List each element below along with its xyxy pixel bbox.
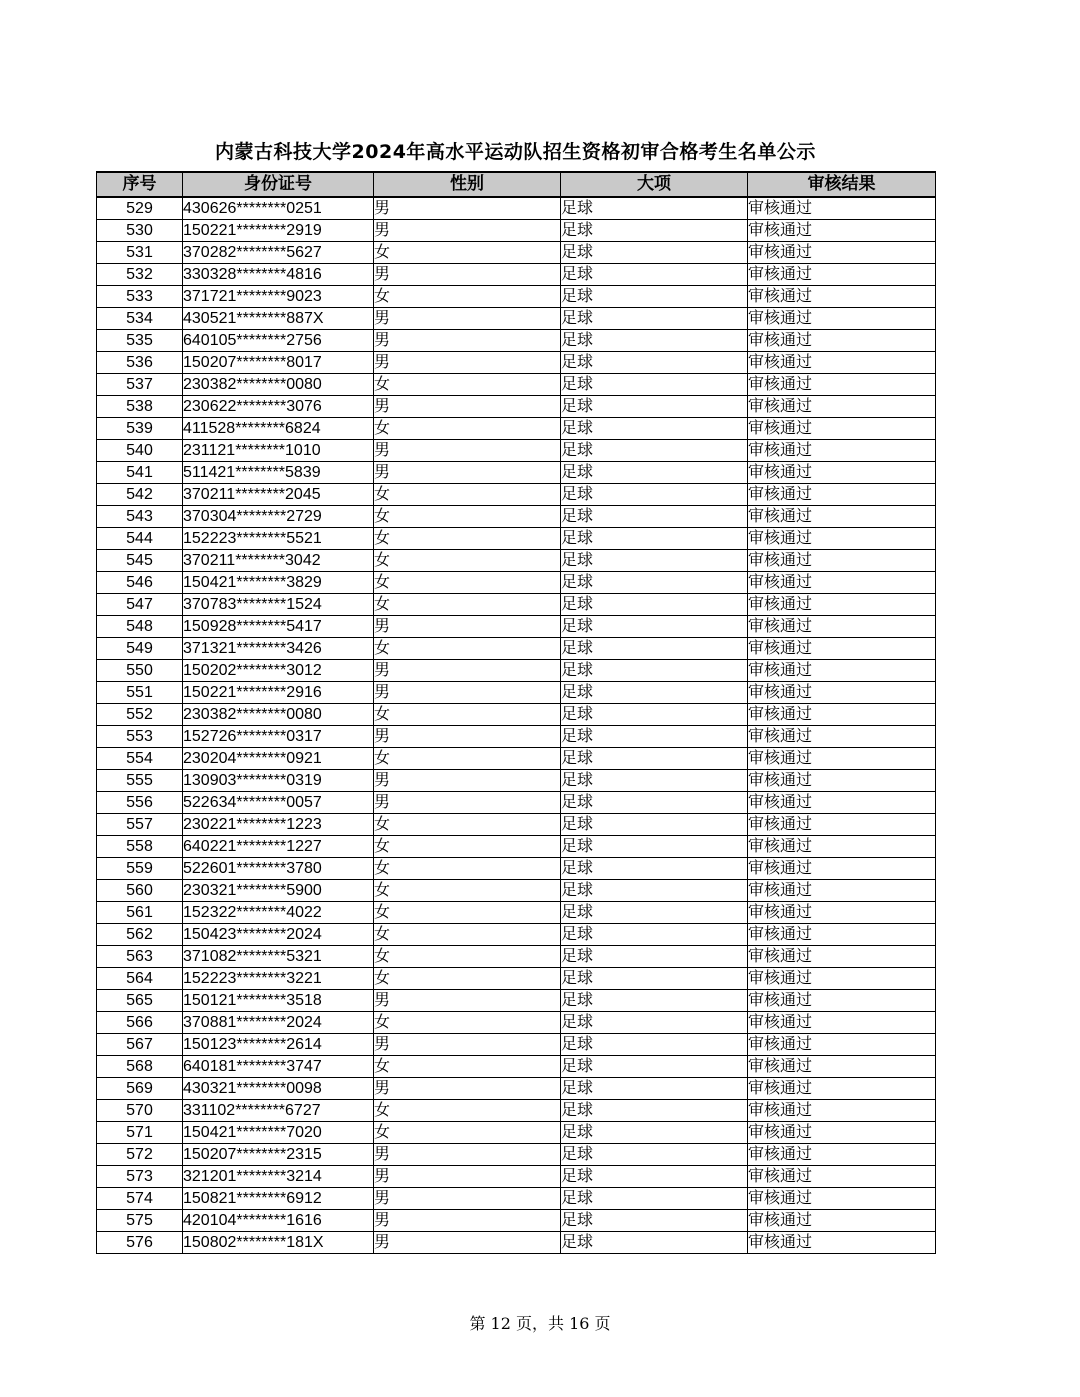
- sport-category-cell: 足球: [561, 638, 748, 660]
- serial-number-cell: 568: [97, 1056, 183, 1078]
- sport-category-cell: 足球: [561, 1210, 748, 1232]
- table-header: [97, 172, 936, 197]
- review-result-cell: 审核通过: [748, 1034, 936, 1056]
- id-number-cell: 640105********2756: [183, 330, 374, 352]
- review-result-cell: 审核通过: [748, 1188, 936, 1210]
- gender-cell: 男: [374, 1210, 561, 1232]
- table-row: [97, 506, 936, 528]
- gender-cell: 男: [374, 308, 561, 330]
- review-result-cell: 审核通过: [748, 1210, 936, 1232]
- gender-cell: 男: [374, 682, 561, 704]
- sport-category-cell: 足球: [561, 968, 748, 990]
- sport-category-cell: 足球: [561, 1034, 748, 1056]
- serial-number-cell: 565: [97, 990, 183, 1012]
- serial-number-cell: 569: [97, 1078, 183, 1100]
- id-number-cell: 511421********5839: [183, 462, 374, 484]
- header-sport-category: 大项: [561, 172, 748, 197]
- serial-number-cell: 537: [97, 374, 183, 396]
- sport-category-cell: 足球: [561, 528, 748, 550]
- serial-number-cell: 542: [97, 484, 183, 506]
- gender-cell: 女: [374, 506, 561, 528]
- table-body: [97, 197, 936, 1254]
- table-row: [97, 550, 936, 572]
- table-row: [97, 528, 936, 550]
- serial-number-cell: 545: [97, 550, 183, 572]
- sport-category-cell: 足球: [561, 374, 748, 396]
- review-result-cell: 审核通过: [748, 1122, 936, 1144]
- gender-cell: 男: [374, 990, 561, 1012]
- sport-category-cell: 足球: [561, 352, 748, 374]
- sport-category-cell: 足球: [561, 1144, 748, 1166]
- serial-number-cell: 557: [97, 814, 183, 836]
- review-result-cell: 审核通过: [748, 506, 936, 528]
- gender-cell: 女: [374, 1056, 561, 1078]
- review-result-cell: 审核通过: [748, 484, 936, 506]
- review-result-cell: 审核通过: [748, 197, 936, 220]
- id-number-cell: 231121********1010: [183, 440, 374, 462]
- gender-cell: 女: [374, 594, 561, 616]
- serial-number-cell: 550: [97, 660, 183, 682]
- sport-category-cell: 足球: [561, 242, 748, 264]
- table-row: [97, 440, 936, 462]
- table-row: [97, 748, 936, 770]
- id-number-cell: 150802********181X: [183, 1232, 374, 1254]
- id-number-cell: 150121********3518: [183, 990, 374, 1012]
- serial-number-cell: 566: [97, 1012, 183, 1034]
- id-number-cell: 371082********5321: [183, 946, 374, 968]
- serial-number-cell: 573: [97, 1166, 183, 1188]
- review-result-cell: 审核通过: [748, 1100, 936, 1122]
- table-row: [97, 1144, 936, 1166]
- serial-number-cell: 554: [97, 748, 183, 770]
- serial-number-cell: 558: [97, 836, 183, 858]
- gender-cell: 男: [374, 330, 561, 352]
- serial-number-cell: 575: [97, 1210, 183, 1232]
- table-row: [97, 902, 936, 924]
- review-result-cell: 审核通过: [748, 374, 936, 396]
- review-result-cell: 审核通过: [748, 1012, 936, 1034]
- review-result-cell: 审核通过: [748, 1078, 936, 1100]
- id-number-cell: 370211********2045: [183, 484, 374, 506]
- serial-number-cell: 549: [97, 638, 183, 660]
- id-number-cell: 150421********7020: [183, 1122, 374, 1144]
- table-row: [97, 880, 936, 902]
- review-result-cell: 审核通过: [748, 880, 936, 902]
- serial-number-cell: 552: [97, 704, 183, 726]
- table-row: [97, 1232, 936, 1254]
- sport-category-cell: 足球: [561, 440, 748, 462]
- sport-category-cell: 足球: [561, 572, 748, 594]
- gender-cell: 女: [374, 528, 561, 550]
- gender-cell: 男: [374, 396, 561, 418]
- review-result-cell: 审核通过: [748, 1166, 936, 1188]
- sport-category-cell: 足球: [561, 748, 748, 770]
- page-footer: 第 12 页，共 16 页: [469, 1314, 611, 1333]
- table-row: [97, 330, 936, 352]
- review-result-cell: 审核通过: [748, 836, 936, 858]
- serial-number-cell: 548: [97, 616, 183, 638]
- review-result-cell: 审核通过: [748, 990, 936, 1012]
- gender-cell: 女: [374, 748, 561, 770]
- id-number-cell: 230221********1223: [183, 814, 374, 836]
- gender-cell: 女: [374, 880, 561, 902]
- serial-number-cell: 543: [97, 506, 183, 528]
- id-number-cell: 150928********5417: [183, 616, 374, 638]
- sport-category-cell: 足球: [561, 418, 748, 440]
- review-result-cell: 审核通过: [748, 286, 936, 308]
- table-row: [97, 946, 936, 968]
- gender-cell: 男: [374, 462, 561, 484]
- candidate-table: [96, 171, 936, 1254]
- review-result-cell: 审核通过: [748, 572, 936, 594]
- id-number-cell: 640181********3747: [183, 1056, 374, 1078]
- header-review-result: 审核结果: [748, 172, 936, 197]
- serial-number-cell: 540: [97, 440, 183, 462]
- sport-category-cell: 足球: [561, 946, 748, 968]
- id-number-cell: 230204********0921: [183, 748, 374, 770]
- serial-number-cell: 530: [97, 220, 183, 242]
- gender-cell: 男: [374, 792, 561, 814]
- id-number-cell: 152726********0317: [183, 726, 374, 748]
- review-result-cell: 审核通过: [748, 660, 936, 682]
- table-row: [97, 1100, 936, 1122]
- sport-category-cell: 足球: [561, 924, 748, 946]
- serial-number-cell: 547: [97, 594, 183, 616]
- review-result-cell: 审核通过: [748, 242, 936, 264]
- sport-category-cell: 足球: [561, 1012, 748, 1034]
- gender-cell: 女: [374, 550, 561, 572]
- id-number-cell: 230622********3076: [183, 396, 374, 418]
- serial-number-cell: 529: [97, 197, 183, 220]
- id-number-cell: 411528********6824: [183, 418, 374, 440]
- gender-cell: 男: [374, 1034, 561, 1056]
- id-number-cell: 522634********0057: [183, 792, 374, 814]
- gender-cell: 男: [374, 770, 561, 792]
- id-number-cell: 150221********2919: [183, 220, 374, 242]
- gender-cell: 女: [374, 968, 561, 990]
- gender-cell: 男: [374, 1144, 561, 1166]
- id-number-cell: 152223********5521: [183, 528, 374, 550]
- sport-category-cell: 足球: [561, 1122, 748, 1144]
- gender-cell: 男: [374, 1078, 561, 1100]
- review-result-cell: 审核通过: [748, 1232, 936, 1254]
- review-result-cell: 审核通过: [748, 308, 936, 330]
- table-row: [97, 924, 936, 946]
- gender-cell: 男: [374, 264, 561, 286]
- table-row: [97, 220, 936, 242]
- id-number-cell: 371721********9023: [183, 286, 374, 308]
- serial-number-cell: 535: [97, 330, 183, 352]
- sport-category-cell: 足球: [561, 550, 748, 572]
- serial-number-cell: 561: [97, 902, 183, 924]
- review-result-cell: 审核通过: [748, 330, 936, 352]
- review-result-cell: 审核通过: [748, 264, 936, 286]
- sport-category-cell: 足球: [561, 726, 748, 748]
- sport-category-cell: 足球: [561, 1100, 748, 1122]
- id-number-cell: 230382********0080: [183, 704, 374, 726]
- table-row: [97, 1122, 936, 1144]
- sport-category-cell: 足球: [561, 484, 748, 506]
- table-row: [97, 858, 936, 880]
- sport-category-cell: 足球: [561, 396, 748, 418]
- id-number-cell: 370304********2729: [183, 506, 374, 528]
- sport-category-cell: 足球: [561, 286, 748, 308]
- table-row: [97, 990, 936, 1012]
- gender-cell: 女: [374, 814, 561, 836]
- review-result-cell: 审核通过: [748, 814, 936, 836]
- gender-cell: 女: [374, 638, 561, 660]
- gender-cell: 女: [374, 1100, 561, 1122]
- review-result-cell: 审核通过: [748, 924, 936, 946]
- id-number-cell: 150123********2614: [183, 1034, 374, 1056]
- table-row: [97, 286, 936, 308]
- id-number-cell: 230382********0080: [183, 374, 374, 396]
- gender-cell: 男: [374, 1188, 561, 1210]
- gender-cell: 女: [374, 572, 561, 594]
- serial-number-cell: 570: [97, 1100, 183, 1122]
- page-title: 内蒙古科技大学2024年高水平运动队招生资格初审合格考生名单公示: [215, 141, 816, 163]
- table-row: [97, 264, 936, 286]
- gender-cell: 女: [374, 1012, 561, 1034]
- table-row: [97, 1012, 936, 1034]
- id-number-cell: 330328********4816: [183, 264, 374, 286]
- gender-cell: 女: [374, 836, 561, 858]
- id-number-cell: 370282********5627: [183, 242, 374, 264]
- table-row: [97, 1078, 936, 1100]
- review-result-cell: 审核通过: [748, 682, 936, 704]
- sport-category-cell: 足球: [561, 1078, 748, 1100]
- serial-number-cell: 553: [97, 726, 183, 748]
- id-number-cell: 150207********8017: [183, 352, 374, 374]
- table-row: [97, 1210, 936, 1232]
- table-row: [97, 374, 936, 396]
- table-row: [97, 594, 936, 616]
- serial-number-cell: 563: [97, 946, 183, 968]
- review-result-cell: 审核通过: [748, 770, 936, 792]
- id-number-cell: 640221********1227: [183, 836, 374, 858]
- gender-cell: 男: [374, 220, 561, 242]
- sport-category-cell: 足球: [561, 197, 748, 220]
- gender-cell: 男: [374, 660, 561, 682]
- id-number-cell: 130903********0319: [183, 770, 374, 792]
- sport-category-cell: 足球: [561, 858, 748, 880]
- review-result-cell: 审核通过: [748, 594, 936, 616]
- gender-cell: 男: [374, 1166, 561, 1188]
- table-row: [97, 1056, 936, 1078]
- gender-cell: 女: [374, 484, 561, 506]
- serial-number-cell: 546: [97, 572, 183, 594]
- sport-category-cell: 足球: [561, 616, 748, 638]
- table-row: [97, 352, 936, 374]
- review-result-cell: 审核通过: [748, 946, 936, 968]
- sport-category-cell: 足球: [561, 660, 748, 682]
- table-row: [97, 462, 936, 484]
- review-result-cell: 审核通过: [748, 616, 936, 638]
- table-row: [97, 197, 936, 220]
- review-result-cell: 审核通过: [748, 352, 936, 374]
- table-row: [97, 968, 936, 990]
- serial-number-cell: 559: [97, 858, 183, 880]
- id-number-cell: 150221********2916: [183, 682, 374, 704]
- sport-category-cell: 足球: [561, 704, 748, 726]
- table-row: [97, 242, 936, 264]
- table-row: [97, 1188, 936, 1210]
- review-result-cell: 审核通过: [748, 396, 936, 418]
- id-number-cell: 370783********1524: [183, 594, 374, 616]
- id-number-cell: 150421********3829: [183, 572, 374, 594]
- header-row: [97, 172, 936, 197]
- gender-cell: 女: [374, 242, 561, 264]
- sport-category-cell: 足球: [561, 1056, 748, 1078]
- sport-category-cell: 足球: [561, 594, 748, 616]
- gender-cell: 女: [374, 1122, 561, 1144]
- gender-cell: 男: [374, 352, 561, 374]
- table-row: [97, 616, 936, 638]
- sport-category-cell: 足球: [561, 220, 748, 242]
- gender-cell: 女: [374, 704, 561, 726]
- review-result-cell: 审核通过: [748, 462, 936, 484]
- table-row: [97, 1034, 936, 1056]
- table-row: [97, 396, 936, 418]
- id-number-cell: 152223********3221: [183, 968, 374, 990]
- id-number-cell: 150207********2315: [183, 1144, 374, 1166]
- review-result-cell: 审核通过: [748, 1056, 936, 1078]
- review-result-cell: 审核通过: [748, 440, 936, 462]
- serial-number-cell: 534: [97, 308, 183, 330]
- header-gender: 性别: [374, 172, 561, 197]
- review-result-cell: 审核通过: [748, 638, 936, 660]
- id-number-cell: 150423********2024: [183, 924, 374, 946]
- sport-category-cell: 足球: [561, 990, 748, 1012]
- gender-cell: 男: [374, 1232, 561, 1254]
- serial-number-cell: 564: [97, 968, 183, 990]
- table-row: [97, 308, 936, 330]
- id-number-cell: 331102********6727: [183, 1100, 374, 1122]
- serial-number-cell: 533: [97, 286, 183, 308]
- gender-cell: 女: [374, 946, 561, 968]
- table-row: [97, 792, 936, 814]
- table-row: [97, 814, 936, 836]
- sport-category-cell: 足球: [561, 1166, 748, 1188]
- serial-number-cell: 574: [97, 1188, 183, 1210]
- gender-cell: 女: [374, 858, 561, 880]
- gender-cell: 男: [374, 440, 561, 462]
- sport-category-cell: 足球: [561, 792, 748, 814]
- sport-category-cell: 足球: [561, 770, 748, 792]
- header-serial-number: 序号: [97, 172, 183, 197]
- table-row: [97, 660, 936, 682]
- sport-category-cell: 足球: [561, 902, 748, 924]
- sport-category-cell: 足球: [561, 1188, 748, 1210]
- serial-number-cell: 539: [97, 418, 183, 440]
- table-row: [97, 418, 936, 440]
- review-result-cell: 审核通过: [748, 968, 936, 990]
- id-number-cell: 522601********3780: [183, 858, 374, 880]
- id-number-cell: 370881********2024: [183, 1012, 374, 1034]
- serial-number-cell: 562: [97, 924, 183, 946]
- gender-cell: 女: [374, 418, 561, 440]
- serial-number-cell: 555: [97, 770, 183, 792]
- sport-category-cell: 足球: [561, 682, 748, 704]
- review-result-cell: 审核通过: [748, 748, 936, 770]
- sport-category-cell: 足球: [561, 330, 748, 352]
- serial-number-cell: 571: [97, 1122, 183, 1144]
- id-number-cell: 430626********0251: [183, 197, 374, 220]
- serial-number-cell: 541: [97, 462, 183, 484]
- review-result-cell: 审核通过: [748, 726, 936, 748]
- sport-category-cell: 足球: [561, 308, 748, 330]
- gender-cell: 女: [374, 902, 561, 924]
- table-row: [97, 726, 936, 748]
- serial-number-cell: 560: [97, 880, 183, 902]
- id-number-cell: 370211********3042: [183, 550, 374, 572]
- id-number-cell: 430321********0098: [183, 1078, 374, 1100]
- table-row: [97, 770, 936, 792]
- header-id-number: 身份证号: [183, 172, 374, 197]
- id-number-cell: 420104********1616: [183, 1210, 374, 1232]
- table-row: [97, 572, 936, 594]
- id-number-cell: 150202********3012: [183, 660, 374, 682]
- table-row: [97, 704, 936, 726]
- serial-number-cell: 544: [97, 528, 183, 550]
- table-row: [97, 484, 936, 506]
- sport-category-cell: 足球: [561, 462, 748, 484]
- sport-category-cell: 足球: [561, 264, 748, 286]
- review-result-cell: 审核通过: [748, 1144, 936, 1166]
- review-result-cell: 审核通过: [748, 550, 936, 572]
- serial-number-cell: 551: [97, 682, 183, 704]
- serial-number-cell: 536: [97, 352, 183, 374]
- review-result-cell: 审核通过: [748, 528, 936, 550]
- sport-category-cell: 足球: [561, 880, 748, 902]
- sport-category-cell: 足球: [561, 814, 748, 836]
- id-number-cell: 230321********5900: [183, 880, 374, 902]
- review-result-cell: 审核通过: [748, 220, 936, 242]
- sport-category-cell: 足球: [561, 1232, 748, 1254]
- serial-number-cell: 572: [97, 1144, 183, 1166]
- serial-number-cell: 531: [97, 242, 183, 264]
- table-row: [97, 638, 936, 660]
- sport-category-cell: 足球: [561, 836, 748, 858]
- review-result-cell: 审核通过: [748, 902, 936, 924]
- serial-number-cell: 538: [97, 396, 183, 418]
- serial-number-cell: 532: [97, 264, 183, 286]
- id-number-cell: 430521********887X: [183, 308, 374, 330]
- review-result-cell: 审核通过: [748, 704, 936, 726]
- serial-number-cell: 576: [97, 1232, 183, 1254]
- id-number-cell: 152322********4022: [183, 902, 374, 924]
- gender-cell: 女: [374, 924, 561, 946]
- table-row: [97, 682, 936, 704]
- review-result-cell: 审核通过: [748, 858, 936, 880]
- review-result-cell: 审核通过: [748, 418, 936, 440]
- serial-number-cell: 556: [97, 792, 183, 814]
- id-number-cell: 321201********3214: [183, 1166, 374, 1188]
- id-number-cell: 150821********6912: [183, 1188, 374, 1210]
- serial-number-cell: 567: [97, 1034, 183, 1056]
- gender-cell: 女: [374, 286, 561, 308]
- table-row: [97, 1166, 936, 1188]
- review-result-cell: 审核通过: [748, 792, 936, 814]
- sport-category-cell: 足球: [561, 506, 748, 528]
- gender-cell: 男: [374, 197, 561, 220]
- table-row: [97, 836, 936, 858]
- gender-cell: 男: [374, 616, 561, 638]
- gender-cell: 女: [374, 374, 561, 396]
- id-number-cell: 371321********3426: [183, 638, 374, 660]
- gender-cell: 男: [374, 726, 561, 748]
